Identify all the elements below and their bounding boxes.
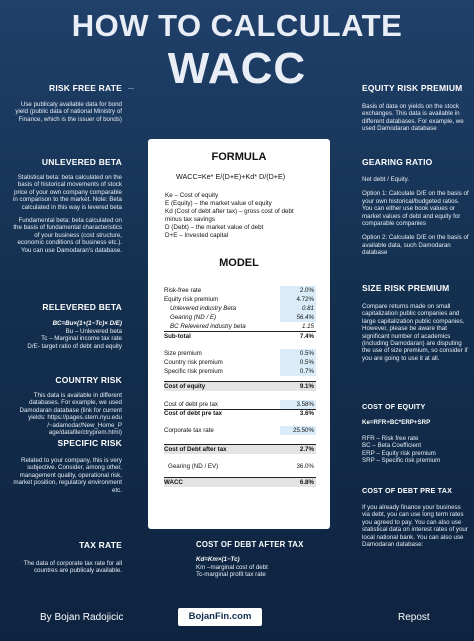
specific-risk-text: Related to your company, this is very subjective. Consider, among other, management quality, operational risk, market position, regulatory environment etc.	[13, 457, 122, 494]
row-value: 4.72%	[280, 295, 316, 304]
gearing-ratio-section	[362, 157, 470, 257]
row-label: Unlevered industry Beta	[170, 305, 237, 312]
formula-def: E (Equity) – the market value of equity	[165, 200, 272, 207]
model-row	[164, 462, 316, 471]
specific-risk-heading: SPECIFIC RISK	[57, 438, 122, 448]
gearing-ratio-text-3: Option 2: Calculate D/E on the basis of available data, such Damodaran database	[362, 234, 469, 257]
author-credit: By Bojan Radojicic	[40, 612, 124, 623]
row-value: 56.4%	[280, 313, 316, 322]
row-label: Corporate tax rate	[164, 427, 214, 434]
row-label: Risk-free rate	[164, 287, 202, 294]
tax-rate-text: The data of corporate tax rate for all countres are publicaly available.	[23, 560, 122, 575]
formula-def: Ke – Cost of equity	[165, 192, 219, 199]
footer	[0, 600, 474, 641]
row-value: 25.50%	[280, 426, 316, 435]
wacc-formula: WACC=Ke* E/(D+E)+Kd* D/(D+E)	[176, 172, 286, 181]
model-row	[164, 426, 316, 435]
model-row	[164, 286, 316, 295]
title-line-2: WACC	[167, 44, 307, 93]
unlevered-beta-section	[10, 157, 122, 254]
unlevered-beta-text-2: Fundamental beta: beta calculated on the basis of fundamental characteristics of your business (cost structure, economic conditions of business etc.). You can use Damodaran's database.	[13, 217, 122, 254]
model-title: MODEL	[219, 257, 259, 269]
brand-link[interactable]: BojanFin.com	[178, 608, 262, 626]
row-value: 1.15	[301, 323, 314, 330]
model-row	[164, 382, 316, 391]
row-label: Cost of debt pre tax	[164, 410, 223, 417]
formula-model-card	[148, 139, 330, 529]
formula-def: D (Debt) – the market value of debt	[165, 224, 264, 231]
row-label: WACC	[164, 479, 183, 486]
country-risk-text: This data is available in different databases. For example, we used Damodaran database (link for current yields: https://pages.stern.nyu.edu /~adamodar/New_Home_P age/datafile/ctryprem.html)	[19, 392, 122, 437]
gearing-ratio-text-2: Option 1: Calculate D/E on the basis of your own historical/budgeted ratios. You can either use book values or market values of debt and equity for comparable companies	[362, 190, 469, 228]
cost-of-debt-after-tax-formula: Kd=Km×(1−Tc)	[196, 556, 240, 563]
gearing-ratio-heading: GEARING RATIO	[362, 157, 433, 167]
row-label: Country risk premium	[164, 359, 223, 366]
row-value: 2.7%	[299, 446, 314, 453]
model-row	[164, 400, 316, 409]
relevered-beta-text: Bu – Unlevered beta Tc – Marginal income tax rate D/E- target ratio of debt and equity	[27, 328, 122, 350]
cost-of-debt-after-tax-line-1: Km –marginal cost of debt	[196, 564, 268, 571]
unlevered-beta-text: Statistical beta: beta calculated on the basis of historical movements of stock price of your own company comparable in comparison to the market. Note: Beta calculated in this way is levered beta	[12, 174, 122, 211]
tax-rate-section	[10, 540, 122, 575]
gearing-ratio-text: Net debt / Equity.	[362, 176, 410, 183]
row-value: 7.4%	[299, 333, 314, 340]
row-value: 0.5%	[280, 349, 316, 358]
unlevered-beta-heading: UNLEVERED BETA	[41, 157, 122, 167]
formula-def: minus tax savings	[165, 216, 216, 223]
row-value: 3.58%	[280, 400, 316, 409]
row-value: 9.1%	[299, 383, 314, 390]
cost-of-debt-pre-tax-heading: COST OF DEBT PRE TAX	[362, 486, 453, 495]
row-value: 0.5%	[280, 358, 316, 367]
relevered-beta-section	[10, 302, 122, 350]
row-label: Specific risk premium	[164, 368, 223, 375]
cost-of-debt-pre-tax-text: If you already finance your business via debt, you can use long term rates you agreed to pay. You can also use statistical data on interest rates of your local national bank. You can also use Damodaran database:	[362, 504, 468, 549]
equity-risk-premium-heading: EQUITY RISK PREMIUM	[362, 83, 463, 93]
cost-of-equity-text: RFR – Risk free rate BC – Beta Coefficient ERP – Equity risk premium SRP – Specific risk premium	[362, 435, 441, 465]
relevered-beta-formula: BC=Bu×(1+(1−Tc)× D/E)	[52, 320, 122, 327]
equity-risk-premium-section	[362, 83, 470, 133]
model-row	[164, 304, 316, 313]
repost-button[interactable]: Repost	[398, 612, 430, 623]
cost-of-debt-after-tax-heading: COST OF DEBT AFTER TAX	[196, 540, 304, 549]
model-row	[164, 349, 316, 358]
row-label: Cost of equity	[164, 383, 206, 390]
risk-free-rate-text: Use publicaly available data for bond yield (public data of national Ministry of Finance, which is the issuer of bonds)	[15, 101, 122, 123]
row-value: 3.6%	[299, 410, 314, 417]
formula-title: FORMULA	[211, 151, 267, 163]
cost-of-debt-after-tax-section	[196, 540, 308, 582]
formula-def: Kd (Cost of debt after tax) – gross cost of debt	[165, 208, 294, 215]
model-row	[164, 358, 316, 367]
specific-risk-section	[10, 438, 122, 494]
row-label: Gearing (ND / E)	[170, 314, 217, 321]
row-value: 6.8%	[299, 479, 314, 486]
size-risk-premium-section	[362, 283, 470, 362]
cost-of-debt-pre-tax-section	[362, 486, 470, 548]
tax-rate-heading: TAX RATE	[79, 540, 122, 550]
cost-of-equity-formula: Ke=RFR+BC*ERP+SRP	[362, 419, 431, 426]
model-row	[164, 322, 316, 331]
row-label: Equity risk premium	[164, 296, 219, 303]
row-label: BC Relevered industry beta	[170, 323, 246, 330]
cost-of-equity-heading: COST OF EQUITY	[362, 402, 426, 411]
risk-free-rate-heading: RISK FREE RATE	[48, 83, 122, 93]
row-label: Cost of debt pre tax	[164, 401, 218, 408]
title-line-1: HOW TO CALCULATE	[71, 8, 403, 43]
model-row	[164, 295, 316, 304]
connector-line	[128, 88, 134, 89]
size-risk-premium-heading: SIZE RISK PREMIUM	[362, 283, 450, 293]
cost-of-debt-after-tax-line-2: Tc-marginal profit tax rate	[196, 571, 266, 579]
equity-risk-premium-text: Basis of data on yields on the stock exchanges. This data is available in different databases. For example, we used Damodaran database	[362, 103, 464, 133]
model-row	[164, 445, 316, 454]
model-row	[164, 332, 316, 341]
country-risk-section	[10, 375, 122, 436]
row-value: 0.81	[280, 304, 316, 313]
model-row	[164, 367, 316, 376]
risk-free-rate-section	[10, 83, 122, 123]
country-risk-heading: COUNTRY RISK	[55, 375, 122, 385]
row-label: Sub-total	[164, 333, 191, 340]
cost-of-equity-section	[362, 402, 470, 465]
model-row	[164, 478, 316, 487]
row-value: 0.7%	[280, 367, 316, 376]
formula-def: D+E – Invested capital	[165, 232, 229, 239]
row-value: 36.0%	[296, 463, 314, 470]
relevered-beta-heading: RELEVERED BETA	[42, 302, 122, 312]
row-label: Size premium	[164, 350, 202, 357]
row-label: Cost of Debt after tax	[164, 446, 227, 453]
model-row	[164, 409, 316, 418]
row-value: 2.0%	[280, 286, 316, 295]
model-row	[164, 313, 316, 322]
row-label: Gearing (ND / EV)	[168, 463, 219, 470]
size-risk-premium-text: Compare returns made on small capitalization public companies and large capitalization public companies. However, please be aware that significant number of academics (including Damodaran) are disputing the use of size premium, so consider if you are going to use it at all.	[362, 303, 468, 362]
